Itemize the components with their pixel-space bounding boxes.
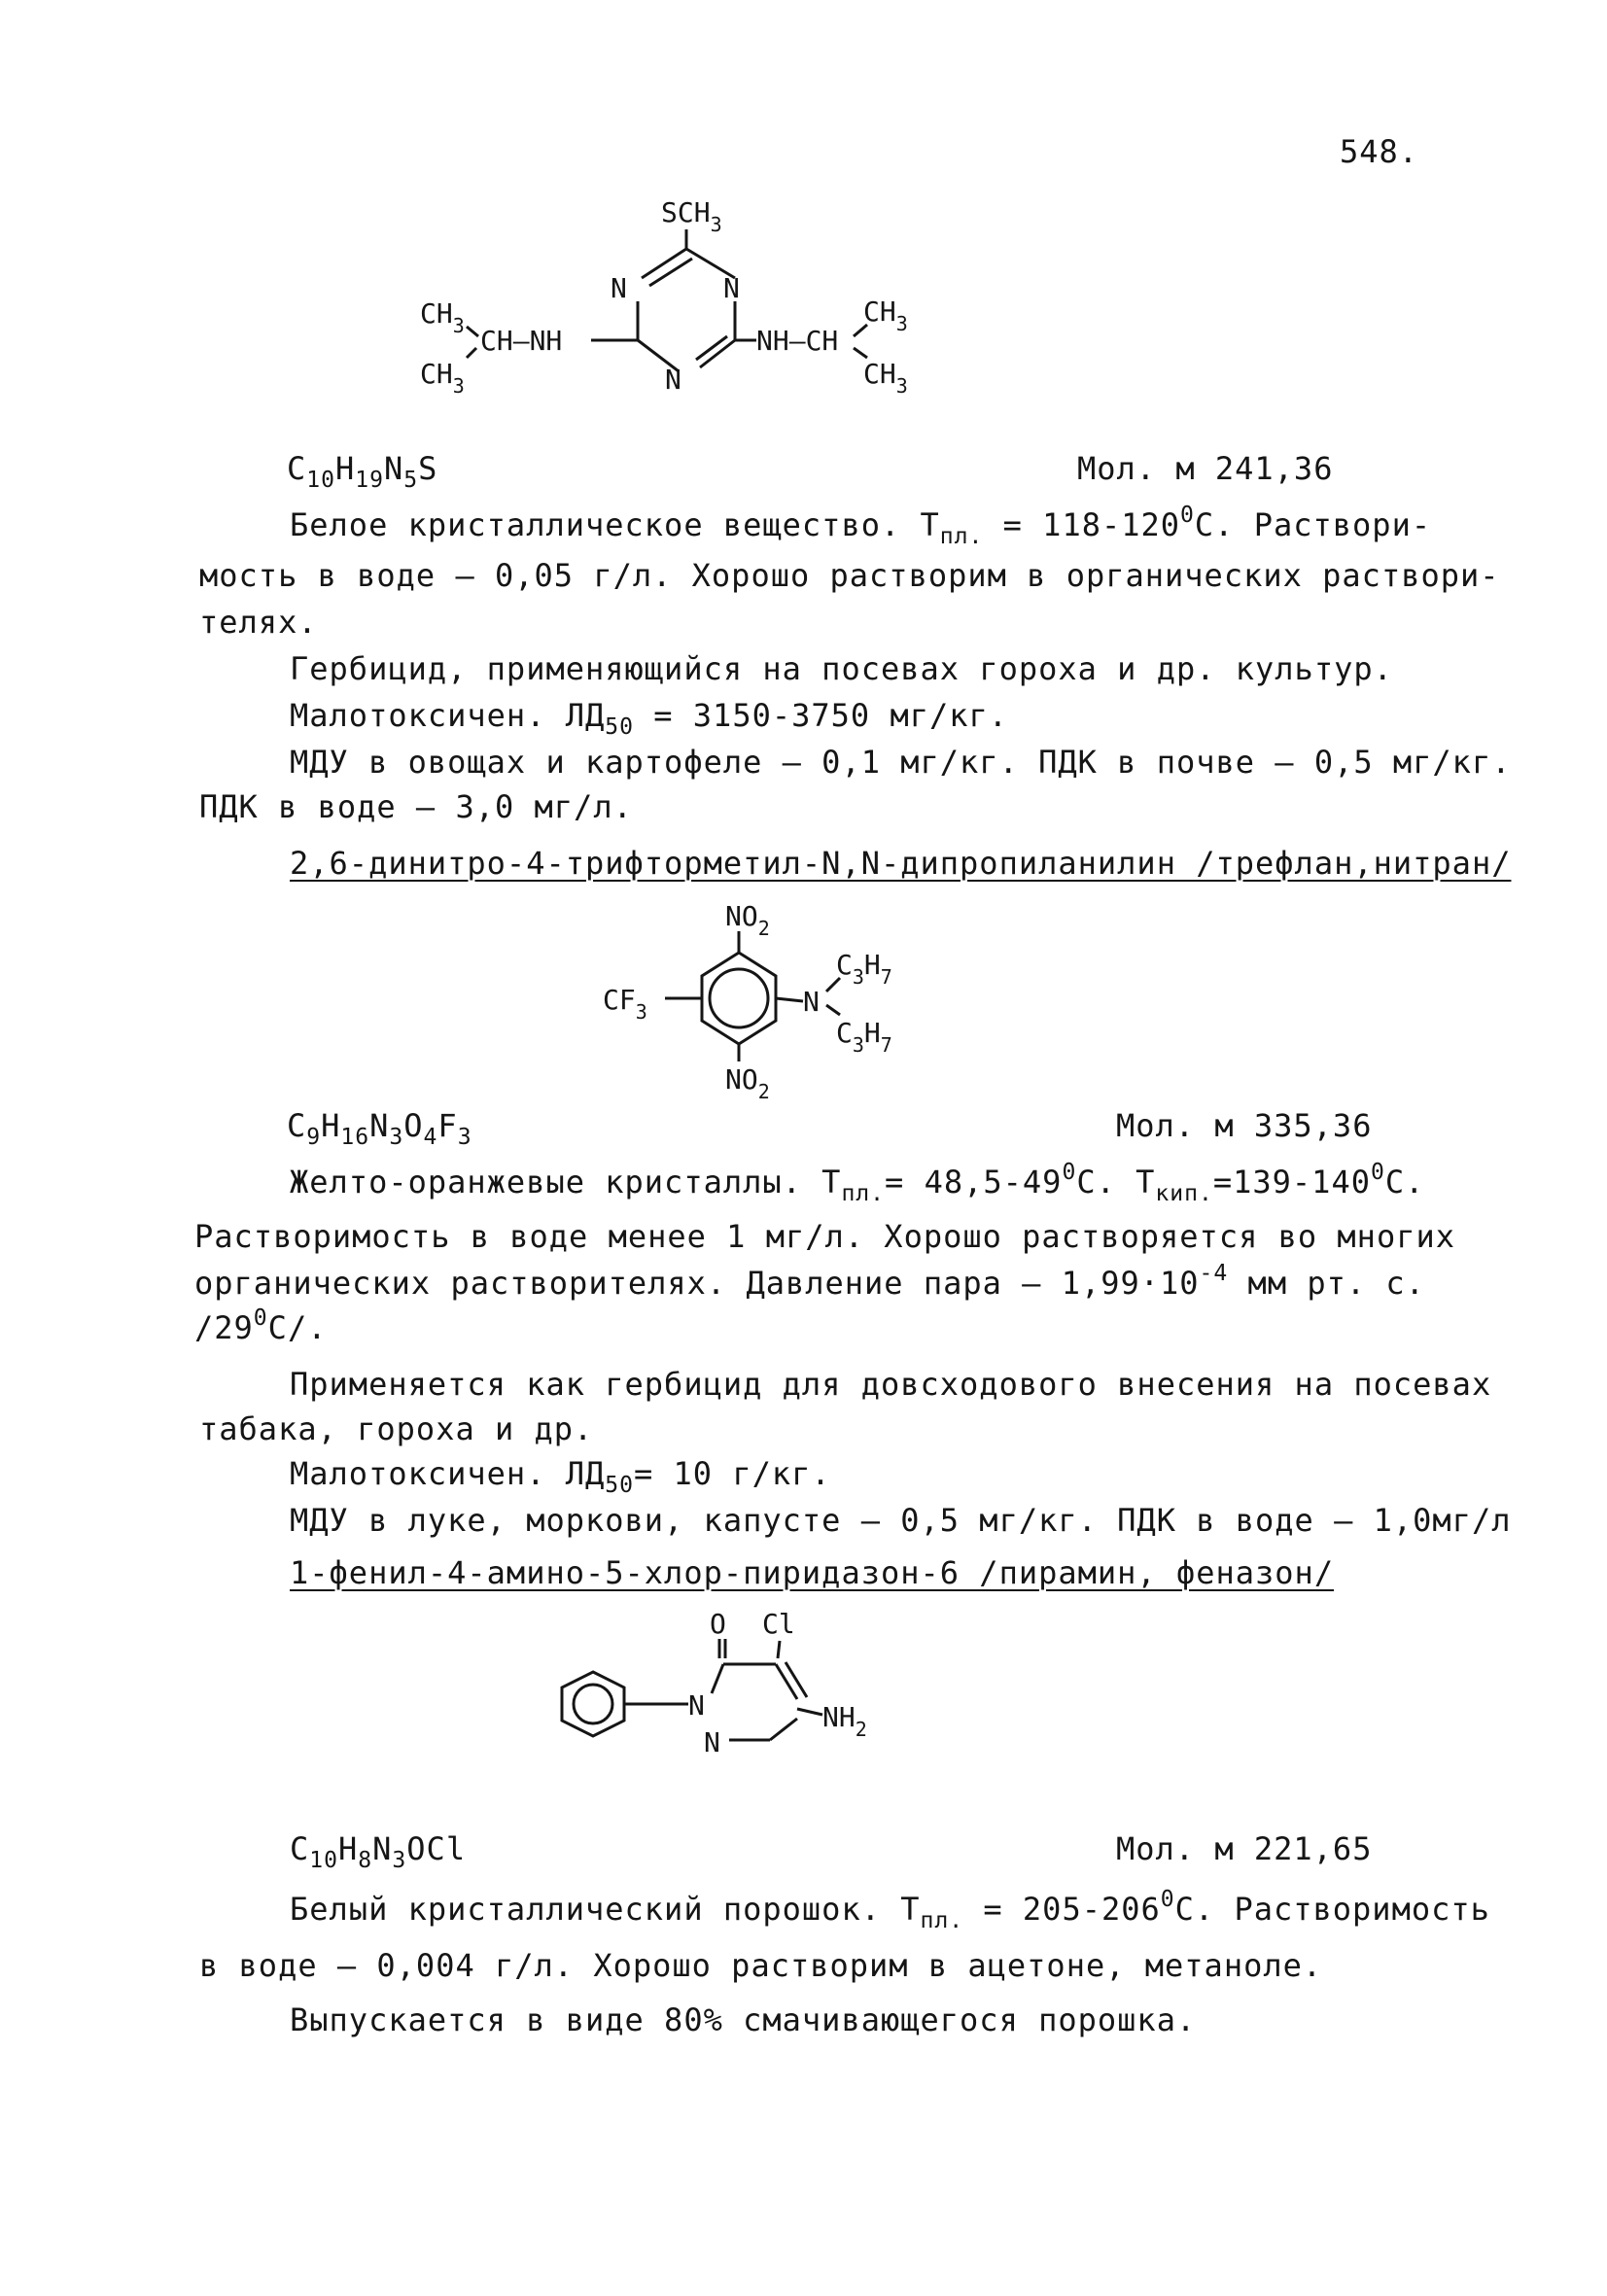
c1-norms-line1: МДУ в овощах и картофеле – 0,1 мг/кг. ПДК в почве – 0,5 мг/кг. [290, 744, 1512, 781]
sch3-label: $SCH_3$ [661, 196, 722, 236]
c2-desc-line4: $/29^0С/$. [194, 1305, 328, 1346]
c2-desc-line3: органических растворителях. Давление пара – $1,99\cdot 10^{-4}$ мм рт. с. [194, 1261, 1425, 1302]
ring-n-left: N [611, 272, 627, 304]
c2-toxicity: Малотоксичен. $ЛД_{50}= 10$ г/кг. [290, 1455, 831, 1499]
page-number: 548. [1340, 133, 1419, 170]
c1-toxicity: Малотоксичен. $ЛД_{50} = 3150-3750$ мг/кг. [290, 697, 1009, 741]
c1-desc-line1: Белое кристаллическое вещество. $Т_{пл.} = 118-120^0С$. Раствори- [290, 503, 1432, 550]
n-label: N [803, 986, 820, 1018]
c2-desc-line2: Растворимость в воде менее 1 мг/л. Хорошо растворяется во многих [194, 1218, 1455, 1255]
right-ch3-top: $CH_3$ [863, 296, 908, 335]
c1-desc-line3: телях. [199, 604, 318, 641]
c1-norms-line2: ПДК в воде – 3,0 мг/л. [199, 788, 633, 825]
c3-desc-line1: Белый кристаллический порошок. $Т_{пл.} = 205-206^0С$. Растворимость [290, 1887, 1490, 1934]
right-link: NH–CH [756, 325, 839, 357]
mol-mass-3: Мол. м 221,65 [1116, 1830, 1373, 1867]
left-link: CH–NH [480, 325, 563, 357]
nh2-label: $NH_2$ [822, 1701, 867, 1741]
c1-use: Гербицид, применяющийся на посевах гороха и др. культур. [290, 650, 1393, 687]
ring-n-right: N [723, 272, 740, 304]
n1-label: N [688, 1689, 705, 1722]
c2-norms: МДУ в луке, моркови, капусте – 0,5 мг/кг. ПДК в воде – 1,0мг/л [290, 1502, 1512, 1539]
cf3-label: $CF_3$ [603, 984, 647, 1024]
no2-top: $NO_2$ [725, 900, 770, 940]
left-ch3-top: $CH_3$ [420, 297, 465, 337]
o-label: O [710, 1608, 726, 1640]
cl-label: Cl [762, 1608, 795, 1640]
mol-mass-2: Мол. м 335,36 [1116, 1107, 1373, 1144]
formula-2: $C_9H_{16}N_3O_4F_3$ [287, 1107, 472, 1151]
c1-desc-line2: мость в воде – 0,05 г/л. Хорошо растворим в органических раствори- [199, 557, 1500, 594]
c2-use-line2: табака, гороха и др. [199, 1410, 594, 1447]
compound3-title: 1-фенил-4-амино-5-хлор-пиридазон-6 /пирамин, феназон/ [290, 1554, 1335, 1591]
no2-bottom: $NO_2$ [725, 1063, 770, 1103]
c3-release: Выпускается в виде 80% смачивающегося порошка. [290, 2001, 1197, 2038]
formula-1: $C_{10}H_{19}N_5S$ [287, 450, 438, 494]
c3h7-top: $C_3H_7$ [836, 949, 892, 989]
formula-3: $C_{10}H_8N_3OCl$ [290, 1830, 467, 1874]
c3h7-bottom: $C_3H_7$ [836, 1017, 892, 1057]
compound2-title: 2,6-динитро-4-трифторметил-N,N-дипропиланилин /трефлан,нитран/ [290, 845, 1512, 882]
ring-n-bottom: N [665, 364, 681, 396]
c2-desc-line1: Желто-оранжевые кристаллы. $Т_{пл.}= 48,5-49^0С$. $Т_{кип.}=139-140^0С$. [290, 1160, 1425, 1207]
pyrazon-structure [525, 1604, 894, 1779]
c2-use-line1: Применяется как гербицид для довсходового внесения на посевах [290, 1366, 1492, 1403]
triazine-structure [418, 194, 943, 428]
c3-desc-line2: в воде – 0,004 г/л. Хорошо растворим в ацетоне, метаноле. [199, 1947, 1323, 1984]
trifluralin-structure [544, 894, 894, 1108]
left-ch3-bottom: $CH_3$ [420, 358, 465, 398]
mol-mass-1: Мол. м 241,36 [1077, 450, 1334, 487]
n2-label: N [704, 1726, 720, 1758]
right-ch3-bottom: $CH_3$ [863, 358, 908, 398]
